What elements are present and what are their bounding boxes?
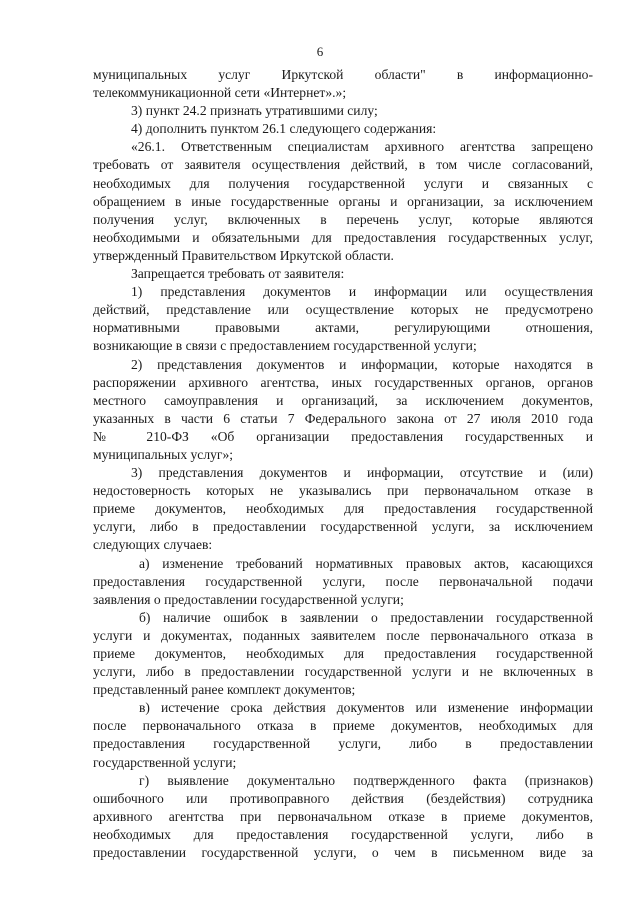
text-line: получения услуг, включенных в перечень услуг, которые являются [93,211,593,227]
page-number: 6 [316,44,324,59]
text-line: необходимых для получения государственной услуги и связанных с [93,175,593,191]
text-line: № 210-ФЗ «Об организации предоставления государственных и [93,428,593,444]
text-line: предоставления государственной услуги, после первоначальной подачи [93,573,593,589]
text-line: государственной услуги; [93,754,237,770]
text-line: а) изменение требований нормативных правовых актов, касающихся [139,555,593,571]
text-line: необходимых для предоставления государственной услуги, либо в [93,826,593,842]
text-line: заявления о предоставлении государственной услуги; [93,591,404,607]
text-line: недостоверность которых не указывались при первоначальном отказе в [93,483,593,499]
text-line: необходимыми и обязательными для предоставления государственных услуг, [93,229,593,245]
text-line: предоставления государственной услуги, либо в предоставлении [93,736,593,752]
text-line: «26.1. Ответственным специалистам архивного агентства запрещено [131,139,593,155]
text-line: услуги, либо в предоставлении государственной услуги, за исключением [93,519,593,535]
text-line: требовать от заявителя осуществления действий, в том числе согласований, [93,157,593,173]
text-line: б) наличие ошибок в заявлении о предоставлении государственной [139,609,593,625]
text-line: нормативными правовыми актами, регулирующими отношения, [93,320,593,336]
text-line: в) истечение срока действия документов или изменение информации [139,700,593,716]
text-line: 3) представления документов и информации, отсутствие и (или) [131,465,593,481]
text-line: возникающие в связи с предоставлением государственной услуги; [93,338,477,354]
text-line: местного самоуправления и организаций, за исключением документов, [93,392,593,408]
text-line: телекоммуникационной сети «Интернет».»; [93,85,347,101]
text-line: г) выявление документально подтвержденного факта (признаков) [139,772,593,788]
text-line: предоставлении государственной услуги, о чем в письменном виде за [93,845,593,861]
text-line: 1) представления документов и информации или осуществления [131,284,593,300]
text-line: указанных в части 6 статьи 7 Федерального закона от 27 июля 2010 года [93,410,593,426]
text-line: ошибочного или противоправного действия (бездействия) сотрудника [93,790,593,806]
text-line: архивного агентства при первоначальном отказе в приеме документов, [93,808,593,824]
text-line: приеме документов, необходимых для предоставления государственной [93,501,593,517]
text-line: приеме документов, необходимых для предоставления государственной [93,646,593,661]
text-line: обращением в иные государственные органы и организации, за исключением [93,193,593,209]
text-line: утвержденный Правительством Иркутской области. [93,247,394,263]
text-line: муниципальных услуг Иркутской области" в информационно- [93,67,593,82]
document-body [93,66,593,862]
text-line: представленный ранее комплект документов; [93,682,356,698]
text-line: 3) пункт 24.2 признать утратившими силу; [131,103,378,119]
text-line: после первоначального отказа в приеме документов, необходимых для [93,718,593,734]
text-line: следующих случаев: [93,537,213,553]
text-line: 2) представления документов и информации, которые находятся в [131,356,593,372]
text-line: 4) дополнить пунктом 26.1 следующего содержания: [131,121,437,137]
text-line: муниципальных услуг»; [93,446,234,462]
text-line: услуги, либо в предоставлении государственной услуги и не включенных в [93,664,593,680]
text-line: действий, представление или осуществление которых не предусмотрено [93,302,593,318]
text-line: Запрещается требовать от заявителя: [131,266,345,282]
text-line: распоряжении архивного агентства, иных государственных органов, органов [93,374,593,390]
text-line: услуги и документах, поданных заявителем после первоначального отказа в [93,627,593,643]
